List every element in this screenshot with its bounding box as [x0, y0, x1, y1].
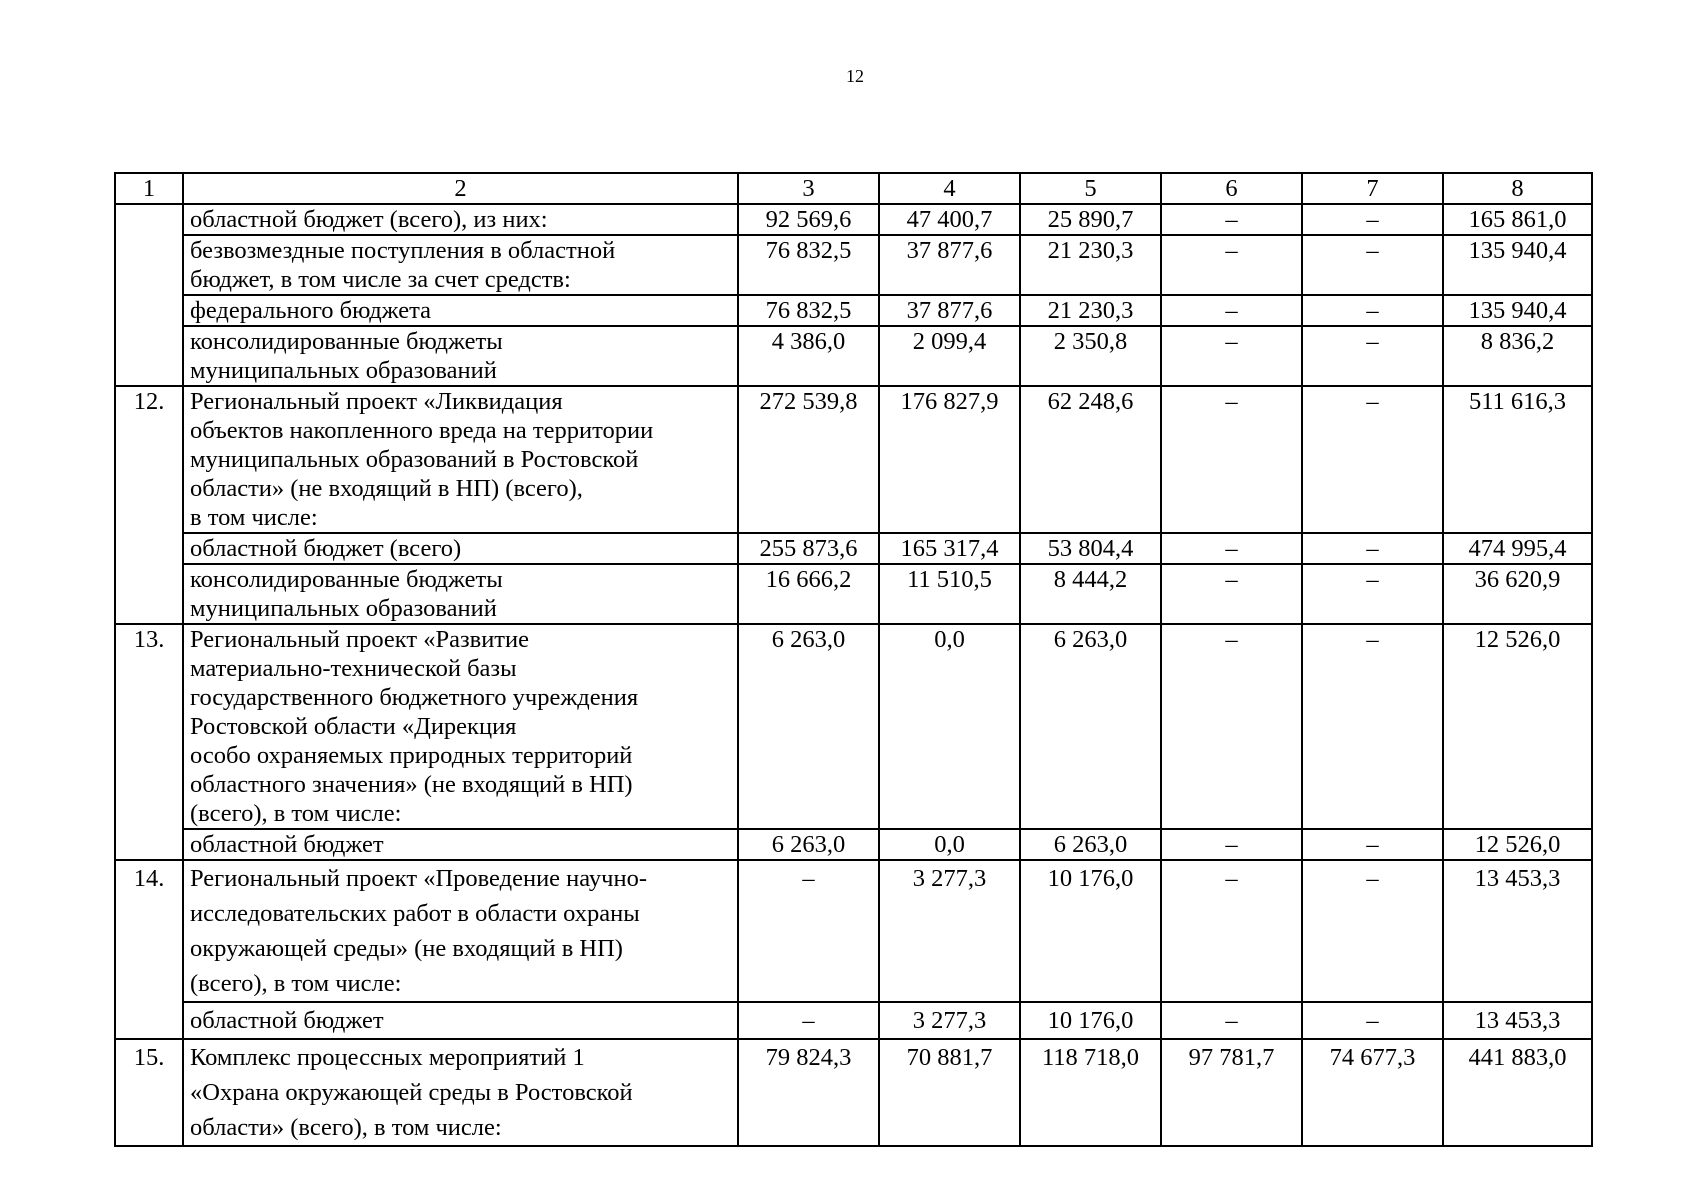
value-cell: 3 277,3 — [879, 1002, 1020, 1039]
value-cell: 97 781,7 — [1161, 1039, 1302, 1146]
value-cell: – — [1302, 326, 1443, 386]
value-cell: – — [1302, 829, 1443, 860]
value-cell: 37 877,6 — [879, 235, 1020, 295]
value-cell: 511 616,3 — [1443, 386, 1592, 533]
value-cell: 8 444,2 — [1020, 564, 1161, 624]
value-cell: 76 832,5 — [738, 235, 879, 295]
value-cell: 4 386,0 — [738, 326, 879, 386]
value-cell: 2 099,4 — [879, 326, 1020, 386]
value-cell: 441 883,0 — [1443, 1039, 1592, 1146]
value-cell: – — [1161, 326, 1302, 386]
value-cell: 53 804,4 — [1020, 533, 1161, 564]
header-row — [115, 173, 1592, 204]
value-cell: 176 827,9 — [879, 386, 1020, 533]
value-cell: – — [1161, 204, 1302, 235]
value-cell: 74 677,3 — [1302, 1039, 1443, 1146]
value-cell: 135 940,4 — [1443, 295, 1592, 326]
description-line: особо охраняемых природных территорий — [190, 742, 633, 769]
row-number-cell: 14. — [115, 860, 183, 1039]
value-cell: 36 620,9 — [1443, 564, 1592, 624]
row-number-cell — [115, 204, 183, 386]
value-cell: 76 832,5 — [738, 295, 879, 326]
description-cell — [183, 1002, 738, 1039]
description-cell — [183, 1039, 738, 1146]
row-number-cell: 13. — [115, 624, 183, 860]
column-header: 3 — [738, 173, 879, 204]
description-line: муниципальных образований в Ростовской — [190, 446, 639, 473]
description-line: материально-технической базы — [190, 655, 517, 682]
description-line: областной бюджет — [190, 1007, 384, 1034]
value-cell: – — [1302, 860, 1443, 1002]
description-line: муниципальных образований — [190, 357, 497, 384]
description-cell — [183, 533, 738, 564]
value-cell: 165 317,4 — [879, 533, 1020, 564]
description-line: федерального бюджета — [190, 297, 432, 324]
description-cell — [183, 860, 738, 1002]
column-header: 8 — [1443, 173, 1592, 204]
value-cell: 13 453,3 — [1443, 860, 1592, 1002]
value-cell: 21 230,3 — [1020, 235, 1161, 295]
table-row — [115, 564, 1592, 624]
value-cell: 16 666,2 — [738, 564, 879, 624]
value-cell: 2 350,8 — [1020, 326, 1161, 386]
description-line: «Охрана окружающей среды в Ростовской — [190, 1079, 633, 1106]
page-number: 12 — [846, 66, 864, 86]
value-cell: – — [1302, 624, 1443, 829]
description-line: Комплекс процессных мероприятий 1 — [190, 1044, 585, 1071]
value-cell: 474 995,4 — [1443, 533, 1592, 564]
budget-table — [114, 172, 1593, 1147]
description-cell — [183, 386, 738, 533]
description-cell — [183, 295, 738, 326]
table-row — [115, 624, 1592, 829]
description-line: (всего), в том числе: — [190, 970, 402, 997]
table-row — [115, 533, 1592, 564]
value-cell: 13 453,3 — [1443, 1002, 1592, 1039]
table-row — [115, 295, 1592, 326]
value-cell: – — [1161, 235, 1302, 295]
value-cell: – — [1161, 564, 1302, 624]
column-header: 4 — [879, 173, 1020, 204]
value-cell: 92 569,6 — [738, 204, 879, 235]
value-cell: – — [1302, 295, 1443, 326]
description-line: Региональный проект «Развитие — [190, 626, 529, 653]
value-cell: 6 263,0 — [1020, 829, 1161, 860]
column-header: 2 — [183, 173, 738, 204]
value-cell: – — [1302, 204, 1443, 235]
description-line: безвозмездные поступления в областной — [190, 237, 616, 264]
value-cell: 0,0 — [879, 624, 1020, 829]
value-cell: 37 877,6 — [879, 295, 1020, 326]
value-cell: 6 263,0 — [1020, 624, 1161, 829]
value-cell: 47 400,7 — [879, 204, 1020, 235]
value-cell: – — [1302, 564, 1443, 624]
table-row — [115, 326, 1592, 386]
description-cell — [183, 204, 738, 235]
value-cell: 0,0 — [879, 829, 1020, 860]
description-line: бюджет, в том числе за счет средств: — [190, 266, 571, 293]
table-row — [115, 829, 1592, 860]
description-line: областной бюджет (всего) — [190, 535, 462, 562]
value-cell: – — [738, 860, 879, 1002]
value-cell: 70 881,7 — [879, 1039, 1020, 1146]
value-cell: 12 526,0 — [1443, 624, 1592, 829]
value-cell: – — [1302, 533, 1443, 564]
value-cell: 21 230,3 — [1020, 295, 1161, 326]
description-cell — [183, 624, 738, 829]
value-cell: – — [1161, 860, 1302, 1002]
table-row — [115, 235, 1592, 295]
column-header: 6 — [1161, 173, 1302, 204]
value-cell: – — [1161, 624, 1302, 829]
description-line: области» (не входящий в НП) (всего), — [190, 475, 583, 502]
value-cell: 135 940,4 — [1443, 235, 1592, 295]
description-line: консолидированные бюджеты — [190, 566, 503, 593]
table-row — [115, 204, 1592, 235]
description-line: Региональный проект «Проведение научно- — [190, 865, 648, 892]
value-cell: – — [1302, 235, 1443, 295]
value-cell: 165 861,0 — [1443, 204, 1592, 235]
value-cell: 12 526,0 — [1443, 829, 1592, 860]
value-cell: 3 277,3 — [879, 860, 1020, 1002]
table-row — [115, 1002, 1592, 1039]
row-number-cell: 12. — [115, 386, 183, 624]
value-cell: 255 873,6 — [738, 533, 879, 564]
value-cell: 6 263,0 — [738, 624, 879, 829]
description-line: окружающей среды» (не входящий в НП) — [190, 935, 623, 962]
value-cell: – — [1161, 295, 1302, 326]
value-cell: – — [1161, 533, 1302, 564]
value-cell: – — [1302, 386, 1443, 533]
table-row — [115, 1039, 1592, 1146]
value-cell: – — [1161, 829, 1302, 860]
description-line: областной бюджет (всего), из них: — [190, 206, 548, 233]
row-number-cell: 15. — [115, 1039, 183, 1146]
description-line: объектов накопленного вреда на территории — [190, 417, 654, 444]
description-line: областной бюджет — [190, 831, 384, 858]
value-cell: 10 176,0 — [1020, 860, 1161, 1002]
value-cell: – — [1161, 1002, 1302, 1039]
description-cell — [183, 829, 738, 860]
value-cell: 62 248,6 — [1020, 386, 1161, 533]
column-header: 1 — [115, 173, 183, 204]
description-cell — [183, 235, 738, 295]
value-cell: 25 890,7 — [1020, 204, 1161, 235]
description-line: Ростовской области «Дирекция — [190, 713, 517, 740]
description-cell — [183, 326, 738, 386]
column-header: 7 — [1302, 173, 1443, 204]
value-cell: 10 176,0 — [1020, 1002, 1161, 1039]
description-line: государственного бюджетного учреждения — [190, 684, 639, 711]
description-line: областного значения» (не входящий в НП) — [190, 771, 633, 798]
table-row — [115, 386, 1592, 533]
value-cell: 11 510,5 — [879, 564, 1020, 624]
description-line: области» (всего), в том числе: — [190, 1114, 502, 1141]
value-cell: 6 263,0 — [738, 829, 879, 860]
description-line: муниципальных образований — [190, 595, 497, 622]
value-cell: 8 836,2 — [1443, 326, 1592, 386]
description-line: исследовательских работ в области охраны — [190, 900, 640, 927]
table-row — [115, 860, 1592, 1002]
description-line: в том числе: — [190, 504, 318, 531]
value-cell: 118 718,0 — [1020, 1039, 1161, 1146]
value-cell: 79 824,3 — [738, 1039, 879, 1146]
value-cell: 272 539,8 — [738, 386, 879, 533]
description-cell — [183, 564, 738, 624]
value-cell: – — [1302, 1002, 1443, 1039]
description-line: Региональный проект «Ликвидация — [190, 388, 563, 415]
column-header: 5 — [1020, 173, 1161, 204]
value-cell: – — [738, 1002, 879, 1039]
description-line: консолидированные бюджеты — [190, 328, 503, 355]
description-line: (всего), в том числе: — [190, 800, 402, 827]
value-cell: – — [1161, 386, 1302, 533]
